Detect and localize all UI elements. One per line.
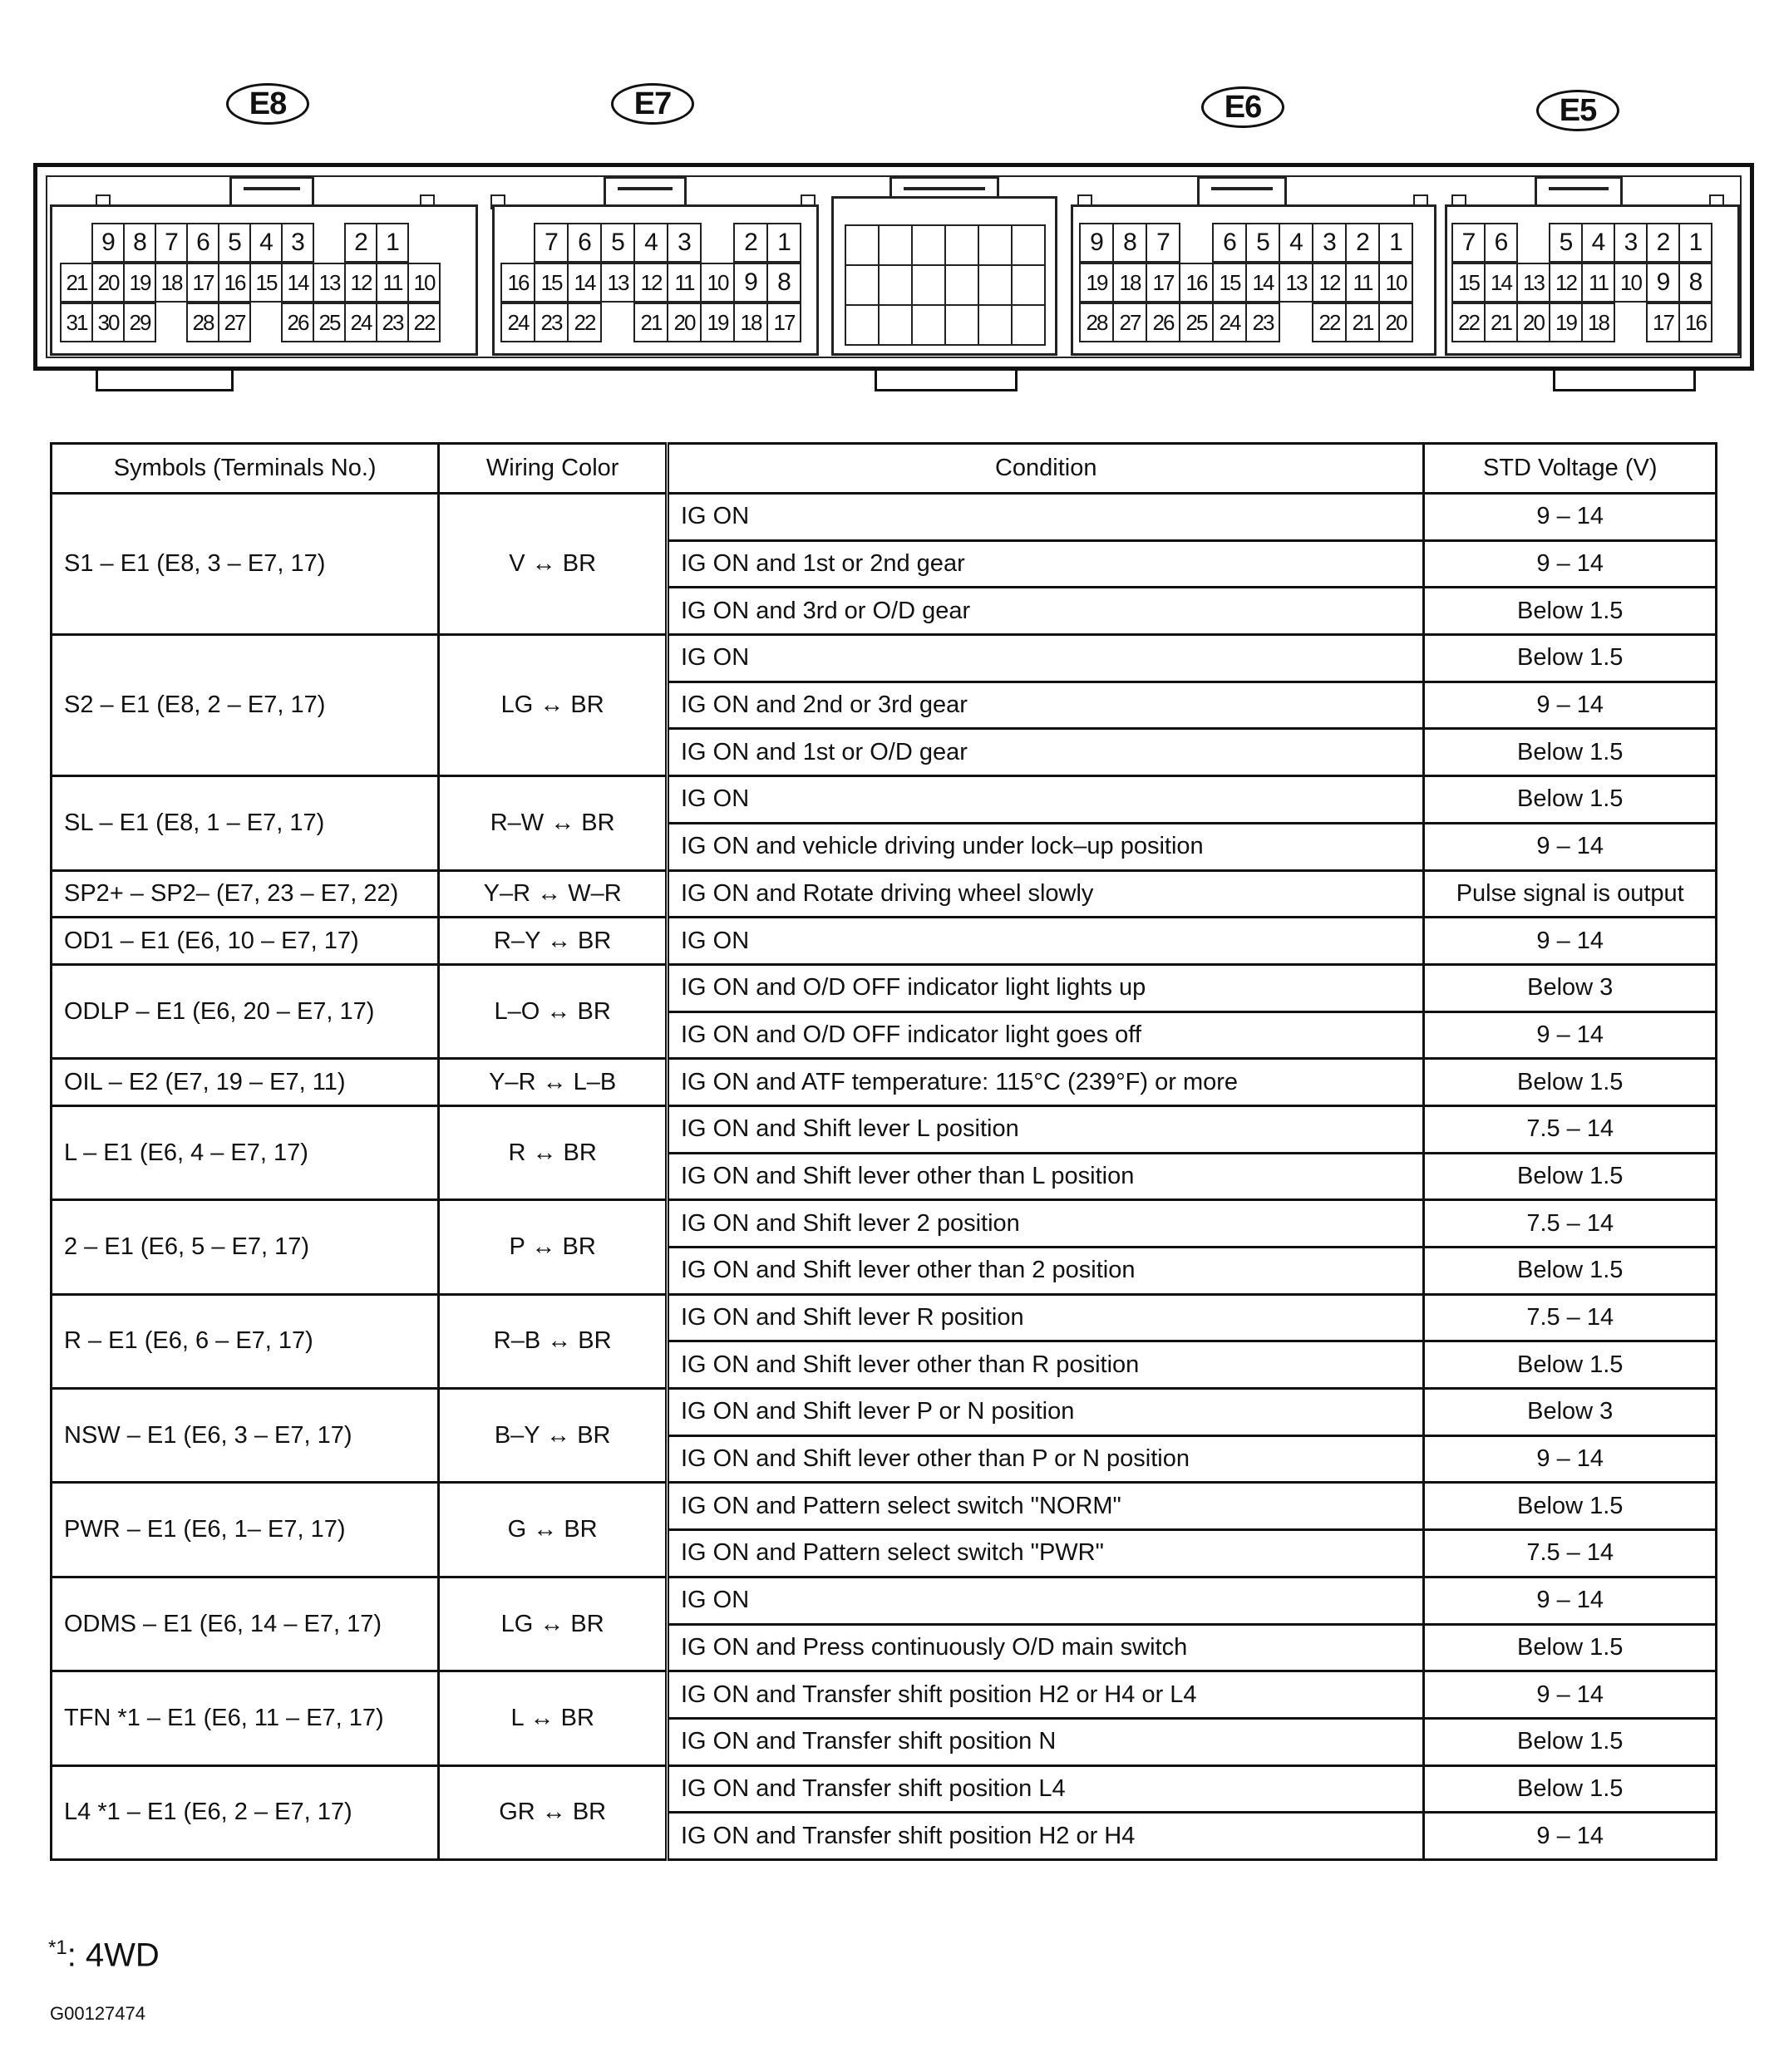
symbol-cell: L4 *1 – E1 (E6, 2 – E7, 17) — [52, 1765, 439, 1859]
terminal-pin: 1 — [1678, 223, 1712, 263]
condition-cell: IG ON and Pattern select switch "NORM" — [667, 1483, 1423, 1530]
pin-gap — [249, 303, 283, 342]
empty-cavity — [878, 264, 913, 306]
wiring-color-cell: P ↔ BR — [439, 1200, 668, 1294]
terminal-pin: 17 — [1646, 303, 1680, 342]
table-row — [52, 1483, 1717, 1530]
terminal-pin: 31 — [60, 303, 93, 342]
terminal-pin: 4 — [1581, 223, 1615, 263]
housing-bottom-tab — [875, 371, 1018, 391]
housing-bottom-tab — [96, 371, 234, 391]
std-voltage-cell: 7.5 – 14 — [1424, 1105, 1717, 1153]
symbol-cell: SL – E1 (E8, 1 – E7, 17) — [52, 776, 439, 870]
condition-cell: IG ON and Transfer shift position N — [667, 1718, 1423, 1765]
terminal-pin: 14 — [1484, 263, 1518, 303]
terminal-pin: 27 — [218, 303, 251, 342]
std-voltage-cell: 9 – 14 — [1424, 682, 1717, 729]
wiring-color-cell: R–Y ↔ BR — [439, 918, 668, 965]
empty-cavity — [944, 264, 979, 306]
condition-cell: IG ON and O/D OFF indicator light lights up — [667, 964, 1423, 1011]
condition-cell: IG ON and Transfer shift position H2 or H4 — [667, 1813, 1423, 1860]
terminal-pin: 10 — [1614, 263, 1648, 303]
pin-gap — [1179, 223, 1214, 263]
table-row — [52, 1389, 1717, 1436]
terminal-pin: 27 — [1112, 303, 1147, 342]
e5-latch — [1535, 176, 1623, 204]
figure-id: G00127474 — [50, 2003, 145, 2024]
condition-cell: IG ON — [667, 918, 1423, 965]
footnote: $^{*1}$: 4WD — [48, 1937, 160, 1974]
terminal-pin: 15 — [249, 263, 283, 303]
e8-pin-row-1 — [62, 223, 441, 263]
connector-label-e6: E6 — [1201, 86, 1284, 128]
empty-cavity — [978, 304, 1013, 346]
terminal-pin: 13 — [313, 263, 346, 303]
connector-label-e5: E5 — [1536, 90, 1619, 131]
terminal-pin: 2 — [1345, 223, 1380, 263]
terminal-pin: 29 — [123, 303, 156, 342]
condition-cell: IG ON — [667, 494, 1423, 541]
std-voltage-cell: 9 – 14 — [1424, 494, 1717, 541]
terminal-pin: 10 — [700, 263, 735, 303]
connector-label-e8: E8 — [226, 83, 309, 125]
wiring-color-cell: L ↔ BR — [439, 1671, 668, 1765]
std-voltage-cell: Below 1.5 — [1424, 635, 1717, 682]
terminal-pin: 1 — [1378, 223, 1413, 263]
pin-gap — [155, 303, 188, 342]
empty-cavity — [911, 264, 946, 306]
terminal-pin: 6 — [1212, 223, 1247, 263]
condition-cell: IG ON and Shift lever L position — [667, 1105, 1423, 1153]
condition-cell: IG ON and 2nd or 3rd gear — [667, 682, 1423, 729]
pin-gap — [500, 223, 535, 263]
terminal-pin: 4 — [1279, 223, 1313, 263]
terminal-pin: 15 — [1451, 263, 1486, 303]
terminal-pin: 4 — [249, 223, 283, 263]
terminal-pin: 17 — [186, 263, 219, 303]
condition-cell: IG ON and 1st or O/D gear — [667, 729, 1423, 776]
e6-pin-row-2 — [1081, 263, 1413, 303]
empty-cavity — [978, 224, 1013, 266]
terminal-pin: 21 — [1345, 303, 1380, 342]
empty-cavity — [911, 304, 946, 346]
terminal-pin: 3 — [281, 223, 314, 263]
terminal-pin: 16 — [1179, 263, 1214, 303]
pin-gap — [313, 223, 346, 263]
table-row — [52, 1765, 1717, 1813]
table-body — [52, 494, 1717, 1860]
terminal-pin: 14 — [281, 263, 314, 303]
terminal-pin: 8 — [123, 223, 156, 263]
terminal-pin: 2 — [733, 223, 768, 263]
wiring-color-cell: B–Y ↔ BR — [439, 1389, 668, 1483]
table-row — [52, 1200, 1717, 1248]
table-row — [52, 635, 1717, 682]
condition-cell: IG ON and Shift lever R position — [667, 1294, 1423, 1341]
e6-pin-row-1 — [1081, 223, 1413, 263]
empty-cavity — [1011, 224, 1046, 266]
symbol-cell: NSW – E1 (E6, 3 – E7, 17) — [52, 1389, 439, 1483]
terminal-pin: 12 — [344, 263, 377, 303]
table-row — [52, 776, 1717, 824]
condition-cell: IG ON and ATF temperature: 115°C (239°F) or more — [667, 1059, 1423, 1106]
terminal-pin: 28 — [1079, 303, 1114, 342]
table-row — [52, 1577, 1717, 1624]
terminal-pin: 5 — [218, 223, 251, 263]
wiring-color-cell: LG ↔ BR — [439, 635, 668, 776]
std-voltage-cell: Below 1.5 — [1424, 588, 1717, 635]
terminal-pin: 8 — [766, 263, 801, 303]
terminal-pin: 6 — [1484, 223, 1518, 263]
terminal-pin: 9 — [1646, 263, 1680, 303]
symbol-cell: OIL – E2 (E7, 19 – E7, 11) — [52, 1059, 439, 1106]
terminal-pin: 7 — [155, 223, 188, 263]
terminal-pin: 22 — [567, 303, 602, 342]
e5-pin-row-3 — [1453, 303, 1712, 342]
terminal-pin: 16 — [500, 263, 535, 303]
terminal-pin: 22 — [1451, 303, 1486, 342]
terminal-pin: 14 — [1245, 263, 1280, 303]
terminal-pin: 15 — [534, 263, 569, 303]
condition-cell: IG ON and 1st or 2nd gear — [667, 540, 1423, 588]
terminal-pin: 17 — [766, 303, 801, 342]
terminal-pin: 7 — [1451, 223, 1486, 263]
terminal-pin: 13 — [600, 263, 635, 303]
condition-cell: IG ON and Shift lever other than R position — [667, 1341, 1423, 1389]
terminal-pin: 6 — [186, 223, 219, 263]
header-std-voltage: STD Voltage (V) — [1424, 444, 1717, 494]
condition-cell: IG ON and Shift lever 2 position — [667, 1200, 1423, 1248]
e8-pin-row-2 — [62, 263, 441, 303]
e7-pin-row-3 — [502, 303, 801, 342]
terminal-pin: 20 — [667, 303, 702, 342]
terminal-pin: 6 — [567, 223, 602, 263]
symbol-cell: SP2+ – SP2– (E7, 23 – E7, 22) — [52, 870, 439, 918]
table-row — [52, 1294, 1717, 1341]
symbol-cell: OD1 – E1 (E6, 10 – E7, 17) — [52, 918, 439, 965]
std-voltage-cell: 9 – 14 — [1424, 1813, 1717, 1860]
terminal-pin: 23 — [1245, 303, 1280, 342]
terminal-pin: 20 — [91, 263, 125, 303]
std-voltage-cell: 9 – 14 — [1424, 823, 1717, 870]
std-voltage-cell: 7.5 – 14 — [1424, 1294, 1717, 1341]
terminal-pin: 19 — [700, 303, 735, 342]
terminal-pin: 24 — [344, 303, 377, 342]
terminal-pin: 11 — [1345, 263, 1380, 303]
terminal-pin: 11 — [376, 263, 409, 303]
terminal-pin: 11 — [1581, 263, 1615, 303]
e5-pin-row-2 — [1453, 263, 1712, 303]
e7-latch — [604, 176, 687, 204]
terminal-pin: 4 — [633, 223, 668, 263]
terminal-pin: 22 — [407, 303, 441, 342]
std-voltage-cell: 7.5 – 14 — [1424, 1200, 1717, 1248]
std-voltage-cell: Below 1.5 — [1424, 1483, 1717, 1530]
e8-latch — [229, 176, 314, 204]
terminal-pin: 7 — [534, 223, 569, 263]
std-voltage-cell: Below 1.5 — [1424, 1248, 1717, 1295]
std-voltage-cell: Below 3 — [1424, 1389, 1717, 1436]
header-wiring-color: Wiring Color — [439, 444, 668, 494]
std-voltage-cell: Pulse signal is output — [1424, 870, 1717, 918]
condition-cell: IG ON and vehicle driving under lock–up position — [667, 823, 1423, 870]
terminal-pin: 8 — [1112, 223, 1147, 263]
terminal-pin: 15 — [1212, 263, 1247, 303]
table-row — [52, 1671, 1717, 1719]
terminal-pin: 2 — [1646, 223, 1680, 263]
terminal-pin: 12 — [1312, 263, 1347, 303]
wiring-color-cell: Y–R ↔ W–R — [439, 870, 668, 918]
terminal-pin: 9 — [1079, 223, 1114, 263]
housing-bottom-tab — [1553, 371, 1696, 391]
terminal-pin: 23 — [534, 303, 569, 342]
terminal-pin: 16 — [1678, 303, 1712, 342]
terminal-pin: 9 — [733, 263, 768, 303]
terminal-pin: 9 — [91, 223, 125, 263]
terminal-pin: 11 — [667, 263, 702, 303]
terminal-pin: 20 — [1516, 303, 1550, 342]
symbol-cell: R – E1 (E6, 6 – E7, 17) — [52, 1294, 439, 1388]
terminal-pin: 8 — [1678, 263, 1712, 303]
std-voltage-cell: 9 – 14 — [1424, 540, 1717, 588]
terminal-pin: 17 — [1146, 263, 1180, 303]
condition-cell: IG ON and Rotate driving wheel slowly — [667, 870, 1423, 918]
terminal-pin: 1 — [376, 223, 409, 263]
terminal-pin: 24 — [1212, 303, 1247, 342]
table-header-row — [52, 444, 1717, 494]
std-voltage-cell: 9 – 14 — [1424, 918, 1717, 965]
header-condition: Condition — [667, 444, 1423, 494]
terminal-pin: 10 — [1378, 263, 1413, 303]
terminal-pin: 19 — [123, 263, 156, 303]
table-row — [52, 918, 1717, 965]
table-row — [52, 1105, 1717, 1153]
symbol-cell: TFN *1 – E1 (E6, 11 – E7, 17) — [52, 1671, 439, 1765]
wiring-color-cell: Y–R ↔ L–B — [439, 1059, 668, 1106]
terminal-pin: 19 — [1079, 263, 1114, 303]
e8-pin-row-3 — [62, 303, 441, 342]
terminal-pin: 25 — [313, 303, 346, 342]
terminal-pin: 10 — [407, 263, 441, 303]
e5-pin-row-1 — [1453, 223, 1712, 263]
condition-cell: IG ON — [667, 635, 1423, 682]
terminal-pin: 18 — [155, 263, 188, 303]
terminal-pin: 18 — [733, 303, 768, 342]
terminal-pin: 21 — [60, 263, 93, 303]
table-row — [52, 870, 1717, 918]
wiring-color-cell: G ↔ BR — [439, 1483, 668, 1577]
e6-pin-row-3 — [1081, 303, 1413, 342]
header-symbols: Symbols (Terminals No.) — [52, 444, 439, 494]
condition-cell: IG ON and Shift lever P or N position — [667, 1389, 1423, 1436]
empty-cavity — [1011, 264, 1046, 306]
terminal-pin: 23 — [376, 303, 409, 342]
table-row — [52, 494, 1717, 541]
wiring-color-cell: GR ↔ BR — [439, 1765, 668, 1859]
std-voltage-cell: 9 – 14 — [1424, 1435, 1717, 1483]
empty-cavity — [845, 304, 880, 346]
terminal-pin: 26 — [281, 303, 314, 342]
condition-cell: IG ON — [667, 776, 1423, 824]
wiring-color-cell: V ↔ BR — [439, 494, 668, 635]
empty-cavity — [1011, 304, 1046, 346]
terminal-pin: 16 — [218, 263, 251, 303]
pin-gap — [407, 223, 441, 263]
empty-cavity — [878, 224, 913, 266]
std-voltage-cell: Below 1.5 — [1424, 1765, 1717, 1813]
empty-cavity — [845, 264, 880, 306]
std-voltage-cell: 9 – 14 — [1424, 1671, 1717, 1719]
terminal-pin: 28 — [186, 303, 219, 342]
condition-cell: IG ON and 3rd or O/D gear — [667, 588, 1423, 635]
terminal-pin: 13 — [1516, 263, 1550, 303]
e6-latch — [1197, 176, 1287, 204]
terminal-pin: 13 — [1279, 263, 1313, 303]
e7-pin-row-2 — [502, 263, 801, 303]
terminal-pin: 14 — [567, 263, 602, 303]
terminal-pin: 3 — [667, 223, 702, 263]
wiring-color-cell: R–W ↔ BR — [439, 776, 668, 870]
terminal-pin: 25 — [1179, 303, 1214, 342]
table-row — [52, 964, 1717, 1011]
terminal-pin: 24 — [500, 303, 535, 342]
terminal-pin: 30 — [91, 303, 125, 342]
symbol-cell: ODMS – E1 (E6, 14 – E7, 17) — [52, 1577, 439, 1671]
terminal-pin: 5 — [1549, 223, 1583, 263]
table-row — [52, 1059, 1717, 1106]
terminal-pin: 7 — [1146, 223, 1180, 263]
symbol-cell: PWR – E1 (E6, 1– E7, 17) — [52, 1483, 439, 1577]
empty-cavity — [944, 304, 979, 346]
connector-label-e7: E7 — [611, 83, 694, 125]
terminal-pin: 1 — [766, 223, 801, 263]
condition-cell: IG ON and Press continuously O/D main switch — [667, 1624, 1423, 1671]
symbol-cell: S2 – E1 (E8, 2 – E7, 17) — [52, 635, 439, 776]
empty-cavity — [845, 224, 880, 266]
std-voltage-cell: 7.5 – 14 — [1424, 1530, 1717, 1577]
terminal-pin: 21 — [1484, 303, 1518, 342]
terminal-pin: 12 — [633, 263, 668, 303]
condition-cell: IG ON — [667, 1577, 1423, 1624]
terminal-pin: 18 — [1581, 303, 1615, 342]
pin-gap — [60, 223, 93, 263]
e7-pin-row-1 — [502, 223, 801, 263]
std-voltage-cell: Below 1.5 — [1424, 1059, 1717, 1106]
pin-gap — [700, 223, 735, 263]
condition-cell: IG ON and Transfer shift position L4 — [667, 1765, 1423, 1813]
wiring-color-cell: LG ↔ BR — [439, 1577, 668, 1671]
terminal-pin: 21 — [633, 303, 668, 342]
condition-cell: IG ON and Pattern select switch "PWR" — [667, 1530, 1423, 1577]
std-voltage-cell: Below 1.5 — [1424, 1341, 1717, 1389]
terminal-pin: 3 — [1312, 223, 1347, 263]
symbol-cell: L – E1 (E6, 4 – E7, 17) — [52, 1105, 439, 1199]
wiring-color-cell: R–B ↔ BR — [439, 1294, 668, 1388]
condition-cell: IG ON and Transfer shift position H2 or H4 or L4 — [667, 1671, 1423, 1719]
terminal-pin: 5 — [600, 223, 635, 263]
terminal-pin: 19 — [1549, 303, 1583, 342]
empty-cavity — [878, 304, 913, 346]
terminal-pin: 22 — [1312, 303, 1347, 342]
terminal-pin: 18 — [1112, 263, 1147, 303]
std-voltage-cell: Below 3 — [1424, 964, 1717, 1011]
condition-cell: IG ON and Shift lever other than L position — [667, 1153, 1423, 1200]
pin-gap — [1516, 223, 1550, 263]
terminal-pin: 2 — [344, 223, 377, 263]
pin-gap — [1614, 303, 1648, 342]
terminal-pin: 5 — [1245, 223, 1280, 263]
std-voltage-cell: 9 – 14 — [1424, 1011, 1717, 1059]
terminal-pin: 3 — [1614, 223, 1648, 263]
empty-cavity — [944, 224, 979, 266]
condition-cell: IG ON and Shift lever other than 2 position — [667, 1248, 1423, 1295]
symbol-cell: S1 – E1 (E8, 3 – E7, 17) — [52, 494, 439, 635]
condition-cell: IG ON and O/D OFF indicator light goes off — [667, 1011, 1423, 1059]
symbol-cell: 2 – E1 (E6, 5 – E7, 17) — [52, 1200, 439, 1294]
std-voltage-cell: Below 1.5 — [1424, 1624, 1717, 1671]
symbol-cell: ODLP – E1 (E6, 20 – E7, 17) — [52, 964, 439, 1058]
std-voltage-cell: Below 1.5 — [1424, 776, 1717, 824]
terminal-pin: 20 — [1378, 303, 1413, 342]
pin-gap — [600, 303, 635, 342]
std-voltage-cell: Below 1.5 — [1424, 729, 1717, 776]
std-voltage-cell: Below 1.5 — [1424, 1153, 1717, 1200]
empty-cavity — [978, 264, 1013, 306]
std-voltage-cell: Below 1.5 — [1424, 1718, 1717, 1765]
std-voltage-cell: 9 – 14 — [1424, 1577, 1717, 1624]
wiring-color-cell: L–O ↔ BR — [439, 964, 668, 1058]
wiring-color-cell: R ↔ BR — [439, 1105, 668, 1199]
terminal-pin: 26 — [1146, 303, 1180, 342]
condition-cell: IG ON and Shift lever other than P or N position — [667, 1435, 1423, 1483]
terminal-pin: 12 — [1549, 263, 1583, 303]
pin-gap — [1279, 303, 1313, 342]
terminal-voltage-table — [50, 442, 1717, 1861]
empty-cavity — [911, 224, 946, 266]
